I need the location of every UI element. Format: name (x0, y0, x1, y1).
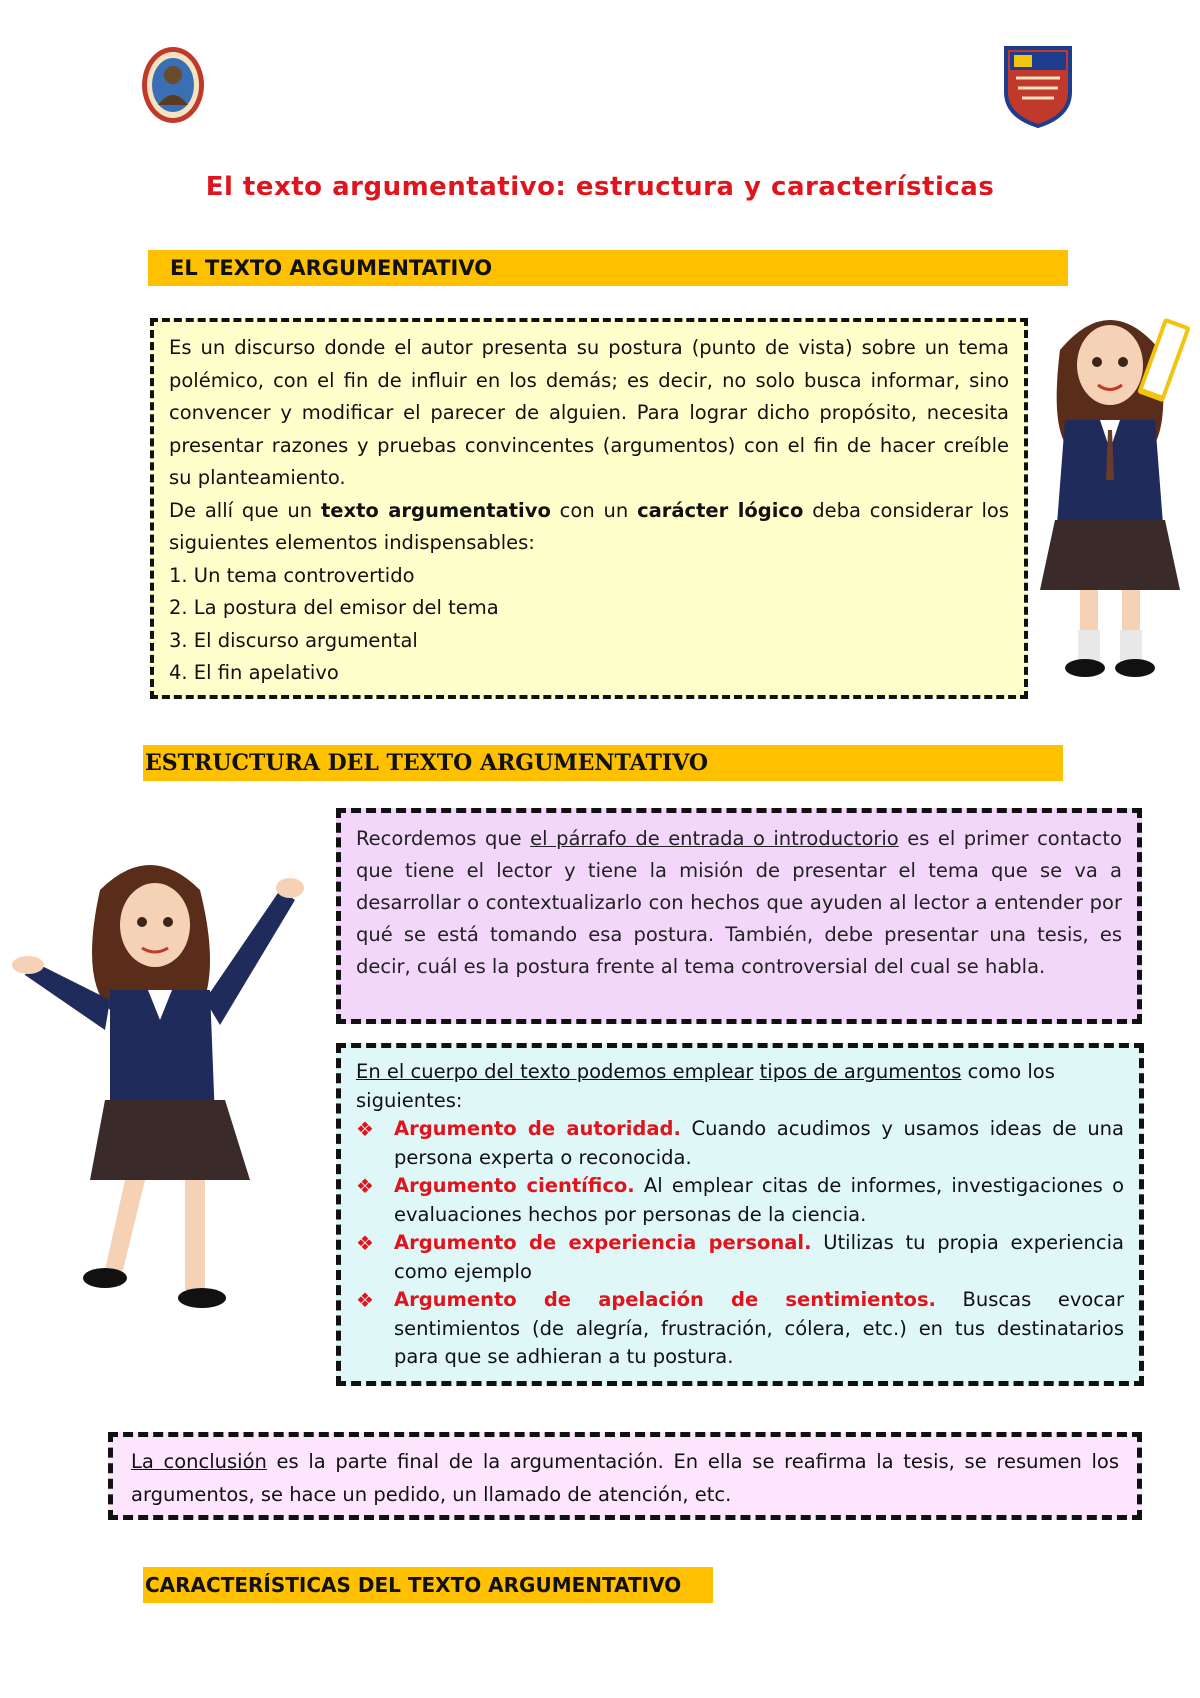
list-item: ❖ Argumento de autoridad. Cuando acudimos y usamos ideas de una persona experta o reconocida. (356, 1115, 1124, 1172)
diamond-bullet-icon: ❖ (356, 1288, 374, 1312)
definition-box (150, 318, 1028, 699)
school-shield-icon (1000, 42, 1076, 128)
student-girl-illustration (1030, 290, 1190, 690)
section-heading-estructura: ESTRUCTURA DEL TEXTO ARGUMENTATIVO (143, 745, 1063, 781)
list-item: ❖ Argumento de apelación de sentimientos. Buscas evocar sentimientos (de alegría, frustración, cólera, etc.) en tus destinatarios para que se adhieran a tu postura. (356, 1286, 1124, 1372)
diamond-bullet-icon: ❖ (356, 1117, 374, 1141)
list-item: 1. Un tema controvertido (169, 563, 415, 587)
diamond-bullet-icon: ❖ (356, 1231, 374, 1255)
student-girl-dancing-illustration (10, 850, 320, 1330)
arguments-intro: En el cuerpo del texto podemos emplear tipos de argumentos como los siguientes: (356, 1060, 1055, 1112)
page-title: El texto argumentativo: estructura y características (205, 172, 995, 202)
definition-paragraph: Es un discurso donde el autor presenta su postura (punto de vista) sobre un tema polémico, con el fin de influir en los demás; es decir, no solo busca informar, sino convencer y modificar el parecer de alguien. Para lograr dicho propósito, necesita presentar razones y pruebas convincentes (argumentos) con el fin de hacer creíble su planteamiento. (169, 336, 1009, 489)
diamond-bullet-icon: ❖ (356, 1174, 374, 1198)
list-item: 2. La postura del emisor del tema (169, 596, 499, 619)
section-heading-caracteristicas: CARACTERÍSTICAS DEL TEXTO ARGUMENTATIVO (143, 1567, 713, 1603)
arguments-box (336, 1043, 1144, 1386)
conclusion-paragraph: La conclusión es la parte final de la argumentación. En ella se reafirma la tesis, se resumen los argumentos, se hace un pedido, un llamado de atención, etc. (131, 1450, 1119, 1506)
school-seal-icon (140, 45, 206, 125)
list-item: ❖ Argumento de experiencia personal. Utilizas tu propia experiencia como ejemplo (356, 1229, 1124, 1286)
introduction-paragraph: Recordemos que el párrafo de entrada o introductorio es el primer contacto que tiene el lector y tiene la misión de presentar el tema que se va a desarrollar o contextualizarlo con hechos que ayuden al lector a entender por qué se está tomando esa postura. También, debe presentar una tesis, es decir, cuál es la postura frente al tema controversial del cual se habla. (356, 827, 1122, 978)
conclusion-box (108, 1432, 1142, 1520)
list-item: 4. El fin apelativo (169, 661, 339, 684)
section-heading-texto-argumentativo: EL TEXTO ARGUMENTATIVO (148, 250, 1068, 286)
introduction-box (336, 808, 1142, 1024)
list-item: ❖ Argumento científico. Al emplear citas de informes, investigaciones o evaluaciones hechos por personas de la ciencia. (356, 1172, 1124, 1229)
list-item: 3. El discurso argumental (169, 628, 418, 652)
elements-intro: De allí que un texto argumentativo con un carácter lógico deba considerar los siguientes elementos indispensables: (169, 498, 1009, 554)
